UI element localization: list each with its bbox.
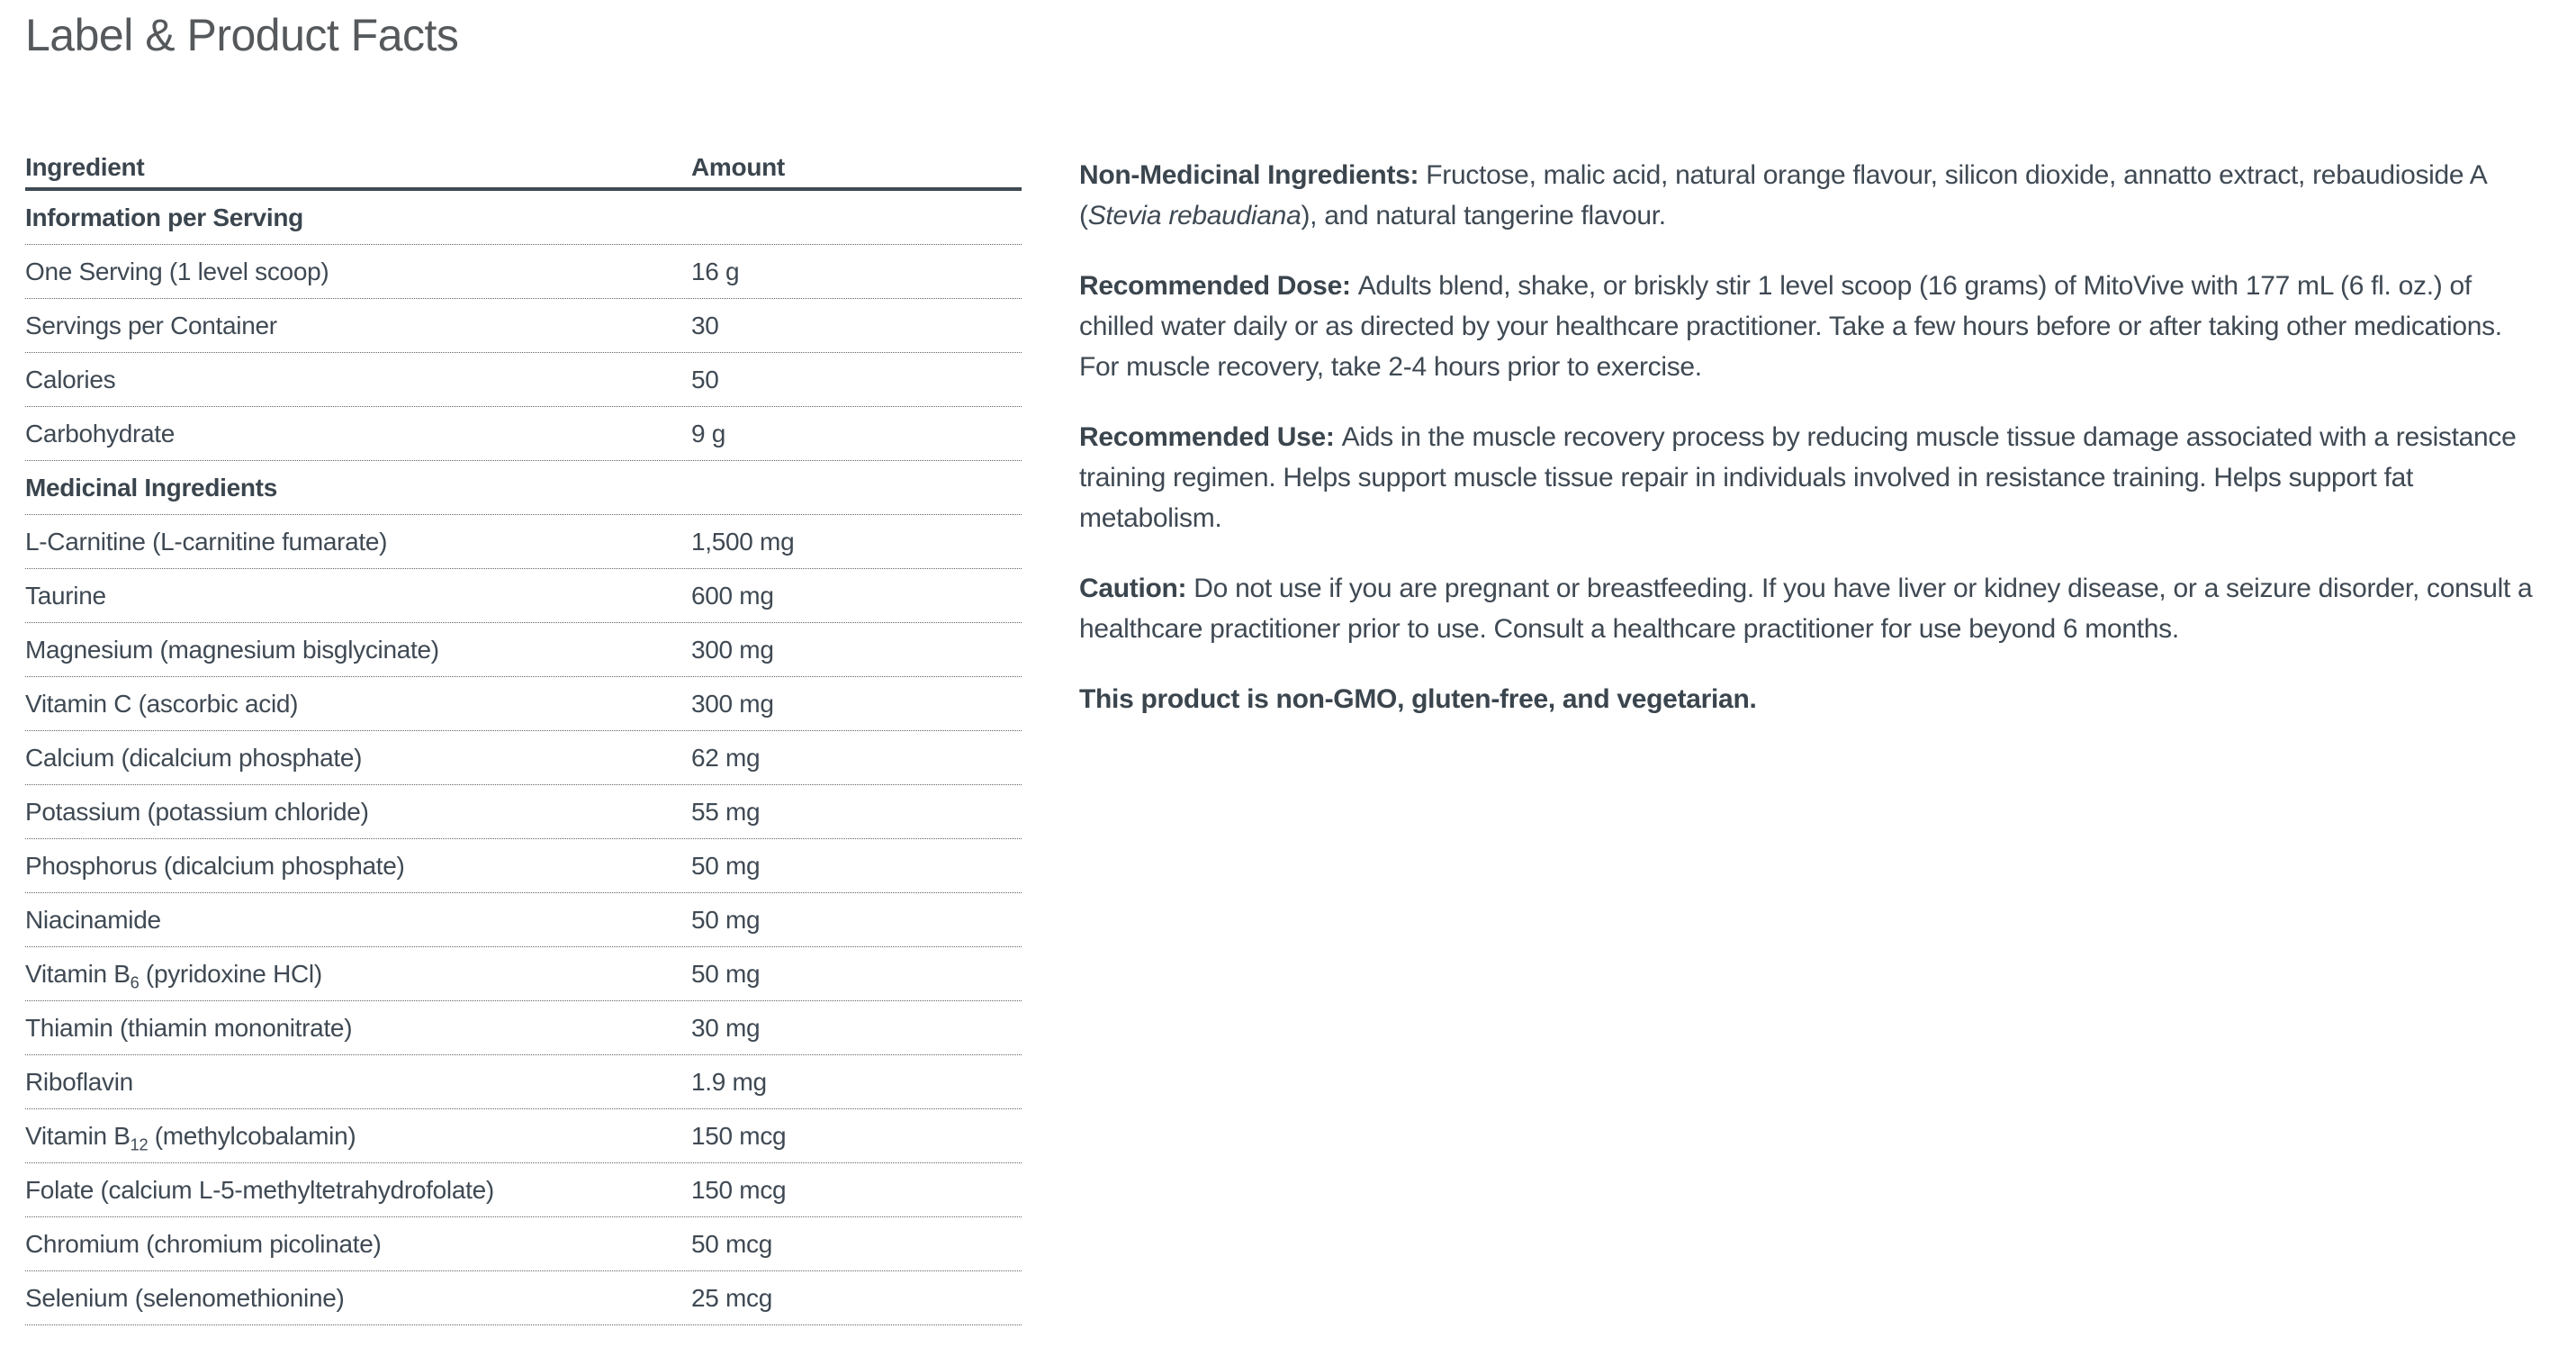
ingredient-amount: 50 mcg: [691, 1229, 773, 1258]
table-row: [25, 299, 1022, 353]
recommended-dose: [1079, 266, 2540, 387]
table-row: [25, 1109, 1022, 1163]
non-medicinal-ingredients: [1079, 155, 2540, 236]
table-row: [25, 407, 1022, 461]
caution: [1079, 568, 2540, 649]
ingredient-name: Magnesium (magnesium bisglycinate): [25, 635, 439, 664]
recommended-dose-text: Adults blend, shake, or briskly stir 1 level scoop (16 grams) of MitoVive with 177 mL (6 fl. oz.) of chilled water daily or as directed by your healthcare practitioner. Take a few hours before or after taking other medications. For muscle recovery, take 2-4 hours prior to exercise.: [1079, 271, 2502, 382]
table-row: [25, 947, 1022, 1001]
ingredient-amount: 50 mg: [691, 851, 761, 880]
caution-text: Do not use if you are pregnant or breastfeeding. If you have liver or kidney disease, or a seizure disorder, consult a healthcare practitioner prior to use. Consult a healthcare practitioner for use beyond 6 months.: [1079, 574, 2533, 644]
ingredient-column-header: Ingredient: [25, 153, 145, 181]
ingredient-amount: 30: [691, 311, 719, 339]
recommended-use-text: Recommended Use:: [1079, 422, 1342, 452]
table-row: [25, 731, 1022, 785]
ingredient-amount: 50 mg: [691, 905, 761, 934]
table-row: [25, 1217, 1022, 1271]
ingredient-amount: 16 g: [691, 257, 740, 285]
ingredient-amount: 9 g: [691, 419, 726, 447]
table-row: [25, 677, 1022, 731]
page-title: Label & Product Facts: [25, 10, 459, 60]
ingredient-amount: 30 mg: [691, 1013, 761, 1042]
table-row: [25, 353, 1022, 407]
table-row: [25, 1055, 1022, 1109]
ingredient-name: Calcium (dicalcium phosphate): [25, 743, 363, 772]
product-attributes-text: This product is non-GMO, gluten-free, and vegetarian.: [1079, 684, 1757, 714]
ingredient-amount: 1,500 mg: [691, 527, 795, 556]
ingredient-name: Vitamin $B_6$ (pyridoxine HCl): [25, 959, 322, 992]
non-medicinal-ingredients-text: Fructose, malic acid, natural orange flavour, silicon dioxide, annatto extract, rebaudioside A (: [1079, 160, 2486, 231]
ingredient-name: Medicinal Ingredients: [25, 473, 277, 502]
caution-text: Caution:: [1079, 574, 1194, 603]
table-row: [25, 1001, 1022, 1055]
ingredient-amount: 50 mg: [691, 959, 761, 988]
ingredient-name: L-Carnitine (L-carnitine fumarate): [25, 527, 388, 556]
recommended-use: [1079, 417, 2540, 538]
ingredient-name: Phosphorus (dicalcium phosphate): [25, 851, 405, 880]
recommended-use-text: Aids in the muscle recovery process by reducing muscle tissue damage associated with a resistance training regimen. Helps support muscle tissue repair in individuals involved in resistance training. Helps support fat metabolism.: [1079, 422, 2517, 533]
ingredient-amount: 600 mg: [691, 581, 774, 610]
non-medicinal-ingredients-text: Stevia rebaudiana: [1087, 201, 1302, 231]
ingredient-name: Thiamin (thiamin mononitrate): [25, 1013, 353, 1042]
ingredient-name: Vitamin C (ascorbic acid): [25, 689, 299, 718]
ingredient-name: Taurine: [25, 581, 106, 610]
ingredient-amount: 1.9 mg: [691, 1067, 767, 1096]
ingredient-name: Servings per Container: [25, 311, 277, 339]
ingredient-amount: 62 mg: [691, 743, 761, 772]
ingredient-amount: 300 mg: [691, 635, 774, 664]
ingredient-name: Folate (calcium L-5-methyltetrahydrofolate): [25, 1175, 494, 1204]
amount-column-header: Amount: [691, 153, 785, 181]
table-row: [25, 245, 1022, 299]
table-row: [25, 569, 1022, 623]
ingredient-name: Calories: [25, 365, 116, 393]
ingredient-name: Information per Serving: [25, 203, 303, 231]
ingredient-amount: 150 mcg: [691, 1175, 787, 1204]
ingredient-name: Vitamin $B_{12}$ (methylcobalamin): [25, 1121, 356, 1154]
table-row: [25, 839, 1022, 893]
table-row: [25, 515, 1022, 569]
table-row: [25, 893, 1022, 947]
table-row: [25, 785, 1022, 839]
table-row: [25, 623, 1022, 677]
content-area: [25, 148, 2540, 1325]
ingredient-amount: 25 mcg: [691, 1283, 773, 1312]
ingredient-name: Carbohydrate: [25, 419, 176, 447]
ingredient-name: Selenium (selenomethionine): [25, 1283, 345, 1312]
ingredients-table: [25, 148, 1022, 1325]
ingredient-name: Riboflavin: [25, 1067, 133, 1096]
product-info-text: [1079, 155, 2540, 749]
product-attributes: [1079, 679, 2540, 719]
table-section-row: [25, 191, 1022, 245]
ingredient-amount: 150 mcg: [691, 1121, 787, 1150]
paragraphs-container: [1079, 155, 2540, 719]
ingredient-amount: 55 mg: [691, 797, 761, 826]
ingredient-name: One Serving (1 level scoop): [25, 257, 329, 285]
ingredient-name: Niacinamide: [25, 905, 161, 934]
table-row: [25, 1271, 1022, 1325]
ingredient-name: Potassium (potassium chloride): [25, 797, 369, 826]
table-row: [25, 1163, 1022, 1217]
non-medicinal-ingredients-text: Non-Medicinal Ingredients:: [1079, 160, 1427, 190]
recommended-dose-text: Recommended Dose:: [1079, 271, 1358, 301]
table-section-row: [25, 461, 1022, 515]
ingredient-name: Chromium (chromium picolinate): [25, 1229, 382, 1258]
non-medicinal-ingredients-text: ), and natural tangerine flavour.: [1301, 201, 1666, 231]
table-header-row: [25, 148, 1022, 191]
table-body: [25, 191, 1022, 1325]
ingredient-amount: 300 mg: [691, 689, 774, 718]
ingredient-amount: 50: [691, 365, 719, 393]
